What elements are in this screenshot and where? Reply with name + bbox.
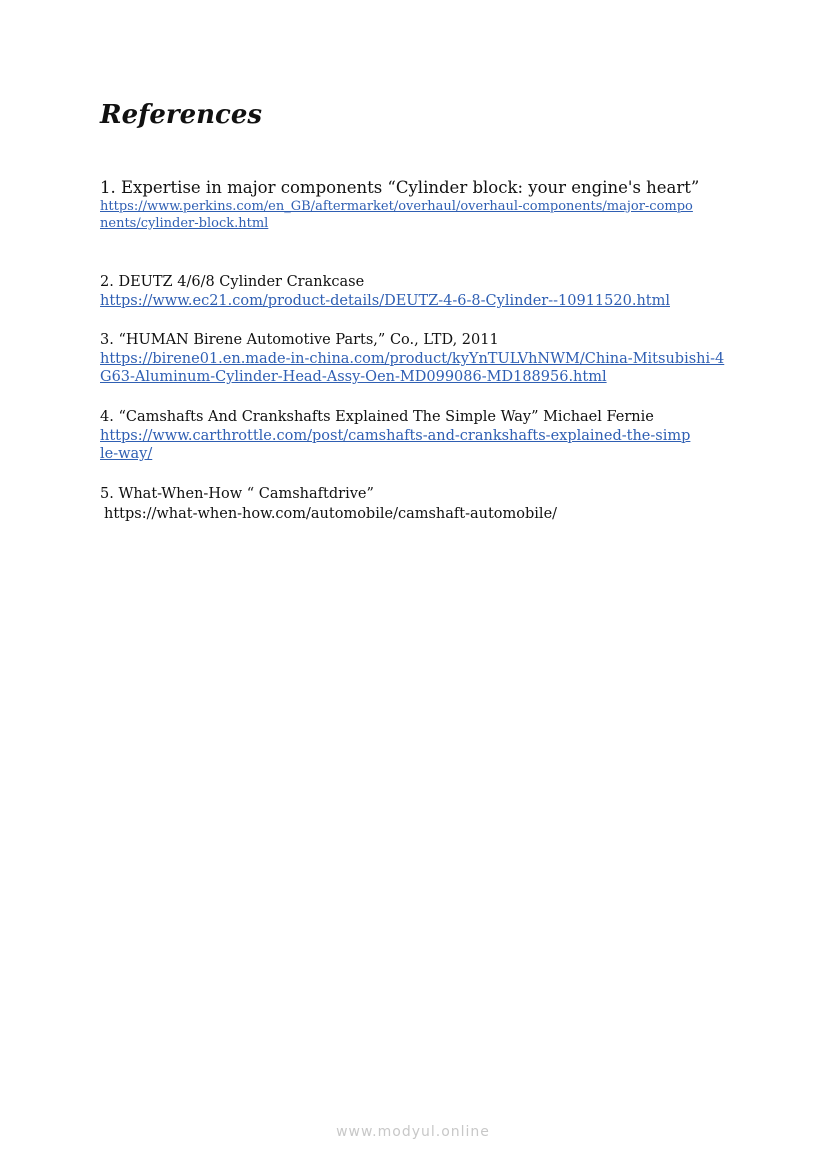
reference-item-1 bbox=[100, 178, 700, 232]
page-title: References bbox=[100, 100, 263, 130]
reference-title-1: 1. Expertise in major components “Cylinder block: your engine's heart” bbox=[100, 178, 700, 197]
reference-item-4 bbox=[100, 407, 695, 463]
reference-link-3[interactable]: https://birene01.en.made-in-china.com/product/kyYnTULVhNWM/China-Mitsubishi-4G63-Aluminum-Cylinder-Head-Assy-Oen-MD099086-MD188956.html bbox=[100, 351, 725, 385]
reference-title-4: 4. “Camshafts And Crankshafts Explained The Simple Way” Michael Fernie bbox=[100, 409, 654, 425]
footer-watermark: www.modyul.online bbox=[336, 1124, 490, 1140]
reference-url-5: https://what-when-how.com/automobile/camshaft-automobile/ bbox=[104, 506, 558, 522]
reference-title-2: 2. DEUTZ 4/6/8 Cylinder Crankcase bbox=[100, 274, 365, 290]
reference-title-3: 3. “HUMAN Birene Automotive Parts,” Co., LTD, 2011 bbox=[100, 332, 499, 348]
reference-link-2[interactable]: https://www.ec21.com/product-details/DEUTZ-4-6-8-Cylinder--10911520.html bbox=[100, 293, 670, 309]
reference-link-1[interactable]: https://www.perkins.com/en_GB/aftermarket/overhaul/overhaul-components/major-components/cylinder-block.html bbox=[100, 199, 693, 231]
reference-title-5: 5. What-When-How “ Camshaftdrive” bbox=[100, 486, 374, 502]
reference-item-2 bbox=[100, 272, 740, 310]
reference-link-4[interactable]: https://www.carthrottle.com/post/camshafts-and-crankshafts-explained-the-simple-way/ bbox=[100, 428, 691, 462]
reference-item-5 bbox=[100, 484, 740, 524]
reference-item-3 bbox=[100, 330, 725, 386]
